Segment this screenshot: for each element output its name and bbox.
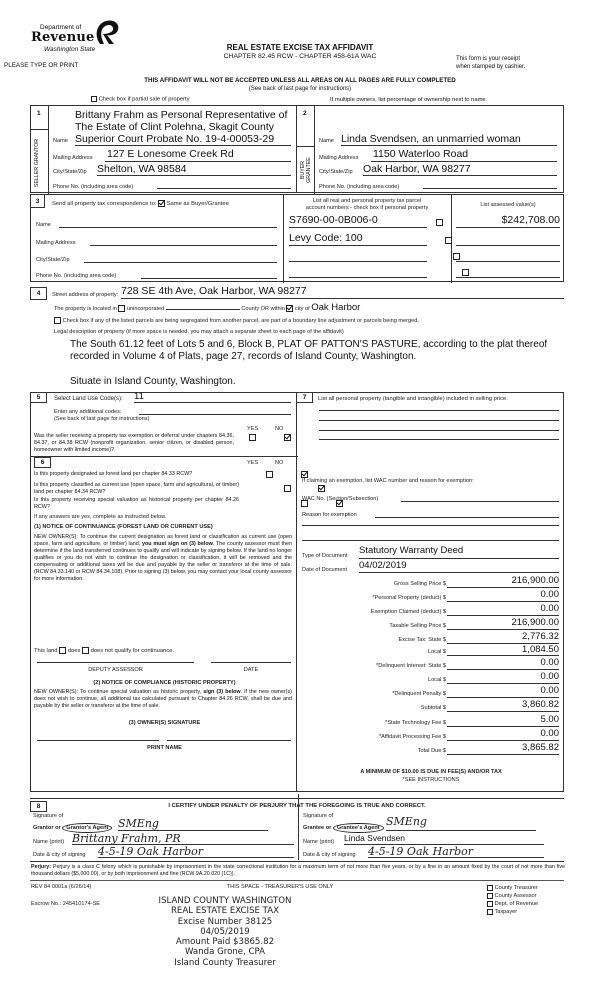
dist-taxpayer[interactable]: Taxpayer [487,908,538,916]
parcel-assessed-2[interactable] [456,232,560,246]
parcel-personal-checkbox-1[interactable] [436,219,443,226]
subtotal-label: Subtotal $ [420,705,446,711]
personal-property-line-3[interactable] [319,430,559,431]
excise-local-label: Local $ [427,649,446,655]
legal-description-label: Legal description of property (if more space is needed, you may attach a separate sheet to each page of the affidavit) [54,329,344,335]
state-technology-fee-label: *State Technology Fee $ [385,720,446,726]
see-instructions-note: *SEE INSTRUCTIONS [402,777,460,783]
parcel-assessed-3[interactable] [456,250,560,262]
city-of-value[interactable]: Oak Harbor [311,302,361,313]
exemption-yes-checkbox[interactable] [249,434,256,441]
exemption-question: Was the seller receiving a property tax exemption or deferral under chapters 84.36, 84.37, or 84.38 RCW (nonprofit organization, senior citizen, or disabled person, homeowner with limited income)? [34,433,234,453]
legal-description-line-1: The South 61.12 feet of Lots 5 and 6, Block B, PLAT OF PATTON'S PASTURE, according to the plat thereof [70,339,548,350]
parcel-personal-checkbox-2[interactable] [445,237,452,244]
personal-property-line-2[interactable] [319,420,559,421]
current-use-yes-checkbox[interactable] [284,485,291,492]
corr-mailing-field[interactable] [90,237,277,246]
corr-phone-label: Phone No. (including area code) [36,273,117,279]
taxable-selling-price-value[interactable]: 216,900.00 [447,617,559,630]
notice-continuance-title: (1) NOTICE OF CONTINUANCE (FOREST LAND OR CURRENT USE) [34,524,213,530]
grantor-name-label: Name (print) [33,839,65,845]
section-2-number: 2 [303,110,307,117]
section-5-6-box [30,392,297,792]
notice-continuance-body: NEW OWNER(S): To continue the current designation as forest land or classification as current use (open space, farm and agriculture, or timber) land, you must sign on (3) below. The county assessor must then determine if the land transferred continues to qualify and will indicate by signing below. If the land no longer qualifies or you do not wish to continue the designation or classification, it will be removed and the compensating or additional taxes will be due and payable by the seller or transferor at the time of sale. (RCW 84.33.140 or RCW 84.34.108). Prior to signing (3) below, you may contact your local county assessor for more information. [34,534,293,582]
corr-city-field[interactable] [84,254,277,263]
qualify-does-not-checkbox[interactable] [82,647,89,654]
assessor-date-line[interactable] [211,662,291,663]
qualify-row: This land does does not qualify for continuance. [34,648,175,655]
parcel-header-1: List all real and personal property tax parcel [312,198,422,204]
county-or-within-label: County OR within [241,306,285,312]
send-correspondence-row [52,200,229,207]
city-of-checkbox[interactable] [286,305,293,312]
grantor-date-city-label: Date & city of signing [33,852,86,858]
doc-type-field[interactable]: Statutory Warranty Deed [359,545,559,559]
doc-type-label: Type of Document [302,553,348,559]
seller-grantor-label: SELLER GRANTOR [34,138,40,188]
reason-field-3[interactable] [302,540,559,541]
grantee-role-label: Grantee or Grantee's Agent [303,825,384,831]
grantee-date-city-label: Date & city of signing [303,852,356,858]
owner-signature-title: (3) OWNER(S) SIGNATURE [128,720,201,726]
state-technology-fee-value[interactable]: 5.00 [447,714,559,727]
affidavit-processing-fee-value[interactable]: 0.00 [447,728,559,741]
minimum-due-note: A MINIMUM OF $10.00 IS DUE IN FEE(S) AND/OR TAX [360,769,502,775]
s6-no-header: NO [275,460,284,466]
section-8-number: 8 [30,801,47,812]
segregated-label: Check box if any of the listed parcels are being segregated from another parcel, are part of a boundary line adjustment or parcels being merged. [62,317,419,324]
buyer-name-label: Name [319,138,334,144]
parcel-account-4[interactable] [289,266,427,278]
section-5-number: 5 [30,392,47,403]
escrow-number: 245410174-SE [62,901,101,907]
section-4-number: 4 [30,287,47,300]
grantee-date-city-field[interactable]: 4-5-19 Oak Harbor [368,845,544,858]
buyer-grantee-label: BUYER GRANTEE [300,157,312,183]
additional-codes-field[interactable] [139,407,291,415]
parcel-account-3[interactable] [289,250,427,262]
print-name-label: PRINT NAME [147,745,182,751]
doc-date-field[interactable]: 04/02/2019 [359,560,559,573]
deputy-assessor-label: DEPUTY ASSESSOR [88,667,143,673]
send-correspondence-label: Send all property tax correspondence to: [52,201,157,208]
seller-phone-field[interactable] [157,180,291,189]
legal-description-line-2: recorded in Volume 4 of Plats, page 27, records of Island County, Washington. [70,351,417,362]
delinquent-interest-local-value[interactable]: 0.00 [447,671,559,684]
date-label: DATE [243,667,259,673]
receipt-note-2: when stamped by cashier. [456,64,526,70]
delinquent-interest-local-label: Local $ [427,677,446,683]
partial-sale-row [91,96,190,103]
personal-property-line-1[interactable] [319,410,559,411]
personal-property-deduct-label: *Personal Property (deduct) $ [372,595,446,601]
section-3-number: 3 [30,194,45,208]
exemption-claimed-label: Exemption Claimed (deduct) $ [370,609,446,615]
s5-no-header: NO [275,426,284,432]
parcel-account-1[interactable]: S7690-00-0B006-0 [289,214,427,228]
wac-label: WAC No. (Section/Subsection) [302,496,379,502]
land-use-label: Select Land Use Code(s): [54,396,123,402]
delinquent-interest-state-value[interactable]: 0.00 [447,657,559,670]
s5-yes-header: YES [247,426,259,432]
grantee-agent-circled: Grantee's Agent [333,823,384,833]
located-in-label: The property is located in [54,306,117,312]
reason-field[interactable] [375,509,559,518]
warning-text: THIS AFFIDAVIT WILL NOT BE ACCEPTED UNLESS ALL AREAS ON ALL PAGES ARE FULLY COMPLETED [144,77,456,84]
qualify-does-checkbox[interactable] [59,647,66,654]
seller-mailing-label: Mailing Address [53,155,93,161]
buyer-phone-label: Phone No. (including area code) [319,184,400,190]
seller-name-line-2: The Estate of Clint Polehna, Skagit County [75,121,275,133]
owner-signature-line-2[interactable] [167,740,291,741]
county-field[interactable] [166,303,240,310]
grantor-signature-field[interactable]: SMEng [118,817,268,831]
personal-property-deduct-value[interactable]: 0.00 [447,589,559,602]
form-number: REV 84 0001a (6/26/14) [31,884,92,890]
wac-field[interactable] [401,493,559,502]
unincorporated-label: unincorporated [126,306,165,312]
exemption-claim-label: If claiming an exemption, list WAC number and reason for exemption: [302,478,474,484]
please-type: PLEASE TYPE OR PRINT [4,62,79,69]
distribution-list [487,884,538,916]
section-8-certification [30,798,564,860]
section-6-number: 6 [34,457,51,468]
buyer-mailing-field[interactable]: 1150 Waterloo Road [371,148,557,162]
dist-dept-revenue[interactable]: Dept. of Revenue [487,900,538,908]
treasurer-use-label: THIS SPACE - TREASURER'S USE ONLY [226,884,334,890]
street-address-label: Street address of property: [52,292,119,298]
historic-question: Is this property receiving special valuation as historical property per chapter 84.26 RCW? [34,497,239,510]
street-address-field[interactable]: 728 SE 4th Ave, Oak Harbor, WA 98277 [121,285,564,299]
section-1-seller [30,105,297,193]
deputy-assessor-signature-line[interactable] [37,662,194,663]
section-7-number: 7 [296,392,313,403]
situate-text: Situate in Island County, Washington. [70,376,236,387]
grantor-name-field[interactable]: Brittany Frahm, PR [72,832,294,845]
corr-phone-field[interactable] [141,270,277,279]
affidavit-processing-fee-label: *Affidavit Processing Fee $ [378,734,446,740]
multiple-owners-note: If multiple owners, list percentage of ownership next to name. [330,97,488,103]
total-due-value[interactable]: 3,865.82 [447,742,559,755]
doc-date-label: Date of Document [302,567,348,573]
segregated-checkbox[interactable] [54,317,61,324]
seller-phone-label: Phone No. (including area code) [53,184,134,190]
section-3-correspondence [30,194,564,282]
owner-signature-line-1[interactable] [37,740,159,741]
subtotal-value[interactable]: 3,860.82 [447,699,559,712]
see-back-note: (See back of last page for instructions) [54,416,150,422]
section-7-box [296,392,564,792]
buyer-phone-field[interactable] [423,180,557,189]
reason-field-2[interactable] [302,525,559,526]
forest-land-yes-checkbox[interactable] [266,471,273,478]
corr-name-label: Name [36,222,51,228]
instructions-note: (See back of last page for instructions) [248,86,352,92]
dist-county-treasurer[interactable]: County Treasurer [487,884,538,892]
buyer-city-label: City/State/Zip [319,169,353,175]
additional-codes-label: Enter any additional codes: [54,409,122,415]
segregated-row [54,317,419,324]
s6-yes-header: YES [247,460,259,466]
delinquent-penalty-value[interactable]: 0.00 [447,685,559,698]
grantor-signature-of-label: Signature of [33,813,64,819]
seller-name-field[interactable]: Superior Court Probate No. 19-4-00053-29 [75,133,291,146]
corr-city-label: City/State/Zip [36,257,70,263]
grantor-role-label: Grantor or Grantor's Agent [33,825,112,831]
form-subtitle: CHAPTER 82.45 RCW - CHAPTER 458-61A WAC [223,53,377,60]
land-use-code-field[interactable]: 11 [134,391,291,403]
unincorporated-checkbox[interactable] [118,305,125,312]
parcel-assessed-1[interactable]: $242,708.00 [456,214,560,228]
certify-text: I CERTIFY UNDER PENALTY OF PERJURY THAT THE FOREGOING IS TRUE AND CORRECT. [168,803,426,809]
taxable-selling-price-label: Taxable Selling Price $ [389,623,446,629]
notice-compliance-body: NEW OWNER(S): To continue special valuation as historic property, sign (3) below. If the new owner(s) does not wish to continue, all additional tax calculated pursuant to Chapter 84.26 RCW, shall be due and payable by the seller or transferor at the time of sale. [34,689,292,709]
property-location-row [54,302,360,313]
excise-state-value[interactable]: 2,776.32 [447,631,559,644]
personal-property-line-4[interactable] [319,439,559,440]
exemption-claimed-value[interactable]: 0.00 [447,603,559,616]
seller-city-field[interactable]: Shelton, WA 98584 [97,163,291,176]
grantee-signature-field[interactable]: SMEng [386,815,536,831]
seller-name-label: Name [53,138,68,144]
exemption-no-checkbox[interactable] [284,434,291,441]
agency-line1: Department of [40,24,82,31]
parcel-account-2[interactable]: Levy Code: 100 [289,232,427,246]
personal-property-label: List all personal property (tangible and intangible) included in selling price. [318,396,508,402]
parcel-assessed-4[interactable] [456,266,560,278]
grantee-name-field[interactable]: Linda Svendsen [344,833,544,845]
receipt-note-1: This form is your receipt [456,56,521,62]
gross-selling-price-value[interactable]: 216,900.00 [447,575,559,588]
assessed-header: List assessed value(s) [480,202,536,208]
delinquent-interest-state-label: *Delinquent Interest: State $ [376,663,446,669]
section-2-buyer [296,105,564,193]
escrow-row: Escrow No.: 245410174-SE [31,901,101,907]
excise-local-value[interactable]: 1,084.50 [447,644,559,656]
perjury-notice: Perjury: Perjury is a class C felony which is punishable by imprisonment in the state correctional institution for a maximum term of not more than five years, or by a fine in an amount fixed by the court of not more than five thousand dollars ($5,000.00), or by both imprisonment and fine (RCW 9A.20.020 (1C)). [31,864,565,877]
partial-sale-checkbox[interactable] [91,96,97,102]
seller-city-label: City/State/Zip [53,169,87,175]
same-as-buyer-checkbox[interactable] [158,200,165,207]
delinquent-penalty-label: *Delinquent Penalty $ [392,691,446,697]
grantor-agent-circled: Grantor's Agent [62,823,112,833]
treasurer-stamp: ISLAND COUNTY WASHINGTON REAL ESTATE EXCISE TAX Excise Number 38125 04/05/2019 Amount Paid $3865.82 Wanda Grone, CPA Island County Treasurer [158,896,292,968]
current-use-question: Is this property classified as current use (open space, farm and agricultural, or timber) land per chapter 84.34 RCW? [34,482,239,495]
same-as-buyer-label: Same as Buyer/Grantee [166,201,229,208]
section-1-number: 1 [37,110,41,117]
seller-mailing-field[interactable]: 127 E Lonesome Creek Rd [105,148,291,162]
form-title: REAL ESTATE EXCISE TAX AFFIDAVIT [226,43,374,52]
grantor-date-city-field[interactable]: 4-5-19 Oak Harbor [98,845,294,858]
forest-land-question: Is this property designated as forest land per chapter 84.33 RCW? [34,471,193,477]
corr-name-field[interactable] [59,219,277,228]
total-due-label: Total Due $ [417,748,446,754]
agency-state: Washington State [44,46,96,53]
if-yes-note: If any answers are yes, complete as instructed below. [34,514,167,520]
grantee-signature-of-label: Signature of [303,813,334,819]
corr-mailing-label: Mailing Address [36,240,76,246]
partial-sale-label: Check box if partial sale of property [98,96,190,103]
excise-state-label: Excise Tax: State $ [398,637,446,643]
parcel-header-2: account numbers - check box if personal property [305,205,429,211]
city-of-label: city of [295,306,310,312]
agency-name: Revenue [31,30,95,45]
dist-county-assessor[interactable]: County Assessor [487,892,538,900]
dor-logo [20,18,135,58]
buyer-name-field[interactable]: Linda Svendsen, an unmarried woman [341,133,557,146]
seller-name-line-1: Brittany Frahm as Personal Representative of [75,109,288,121]
buyer-city-field[interactable]: Oak Harbor, WA 98277 [363,163,557,176]
buyer-mailing-label: Mailing Address [319,155,359,161]
notice-compliance-title: (2) NOTICE OF COMPLIANCE (HISTORIC PROPERTY) [93,680,236,686]
gross-selling-price-label: Gross Selling Price $ [393,581,446,587]
reason-label: Reason for exemption [302,512,357,518]
grantee-name-label: Name (print) [303,839,335,845]
